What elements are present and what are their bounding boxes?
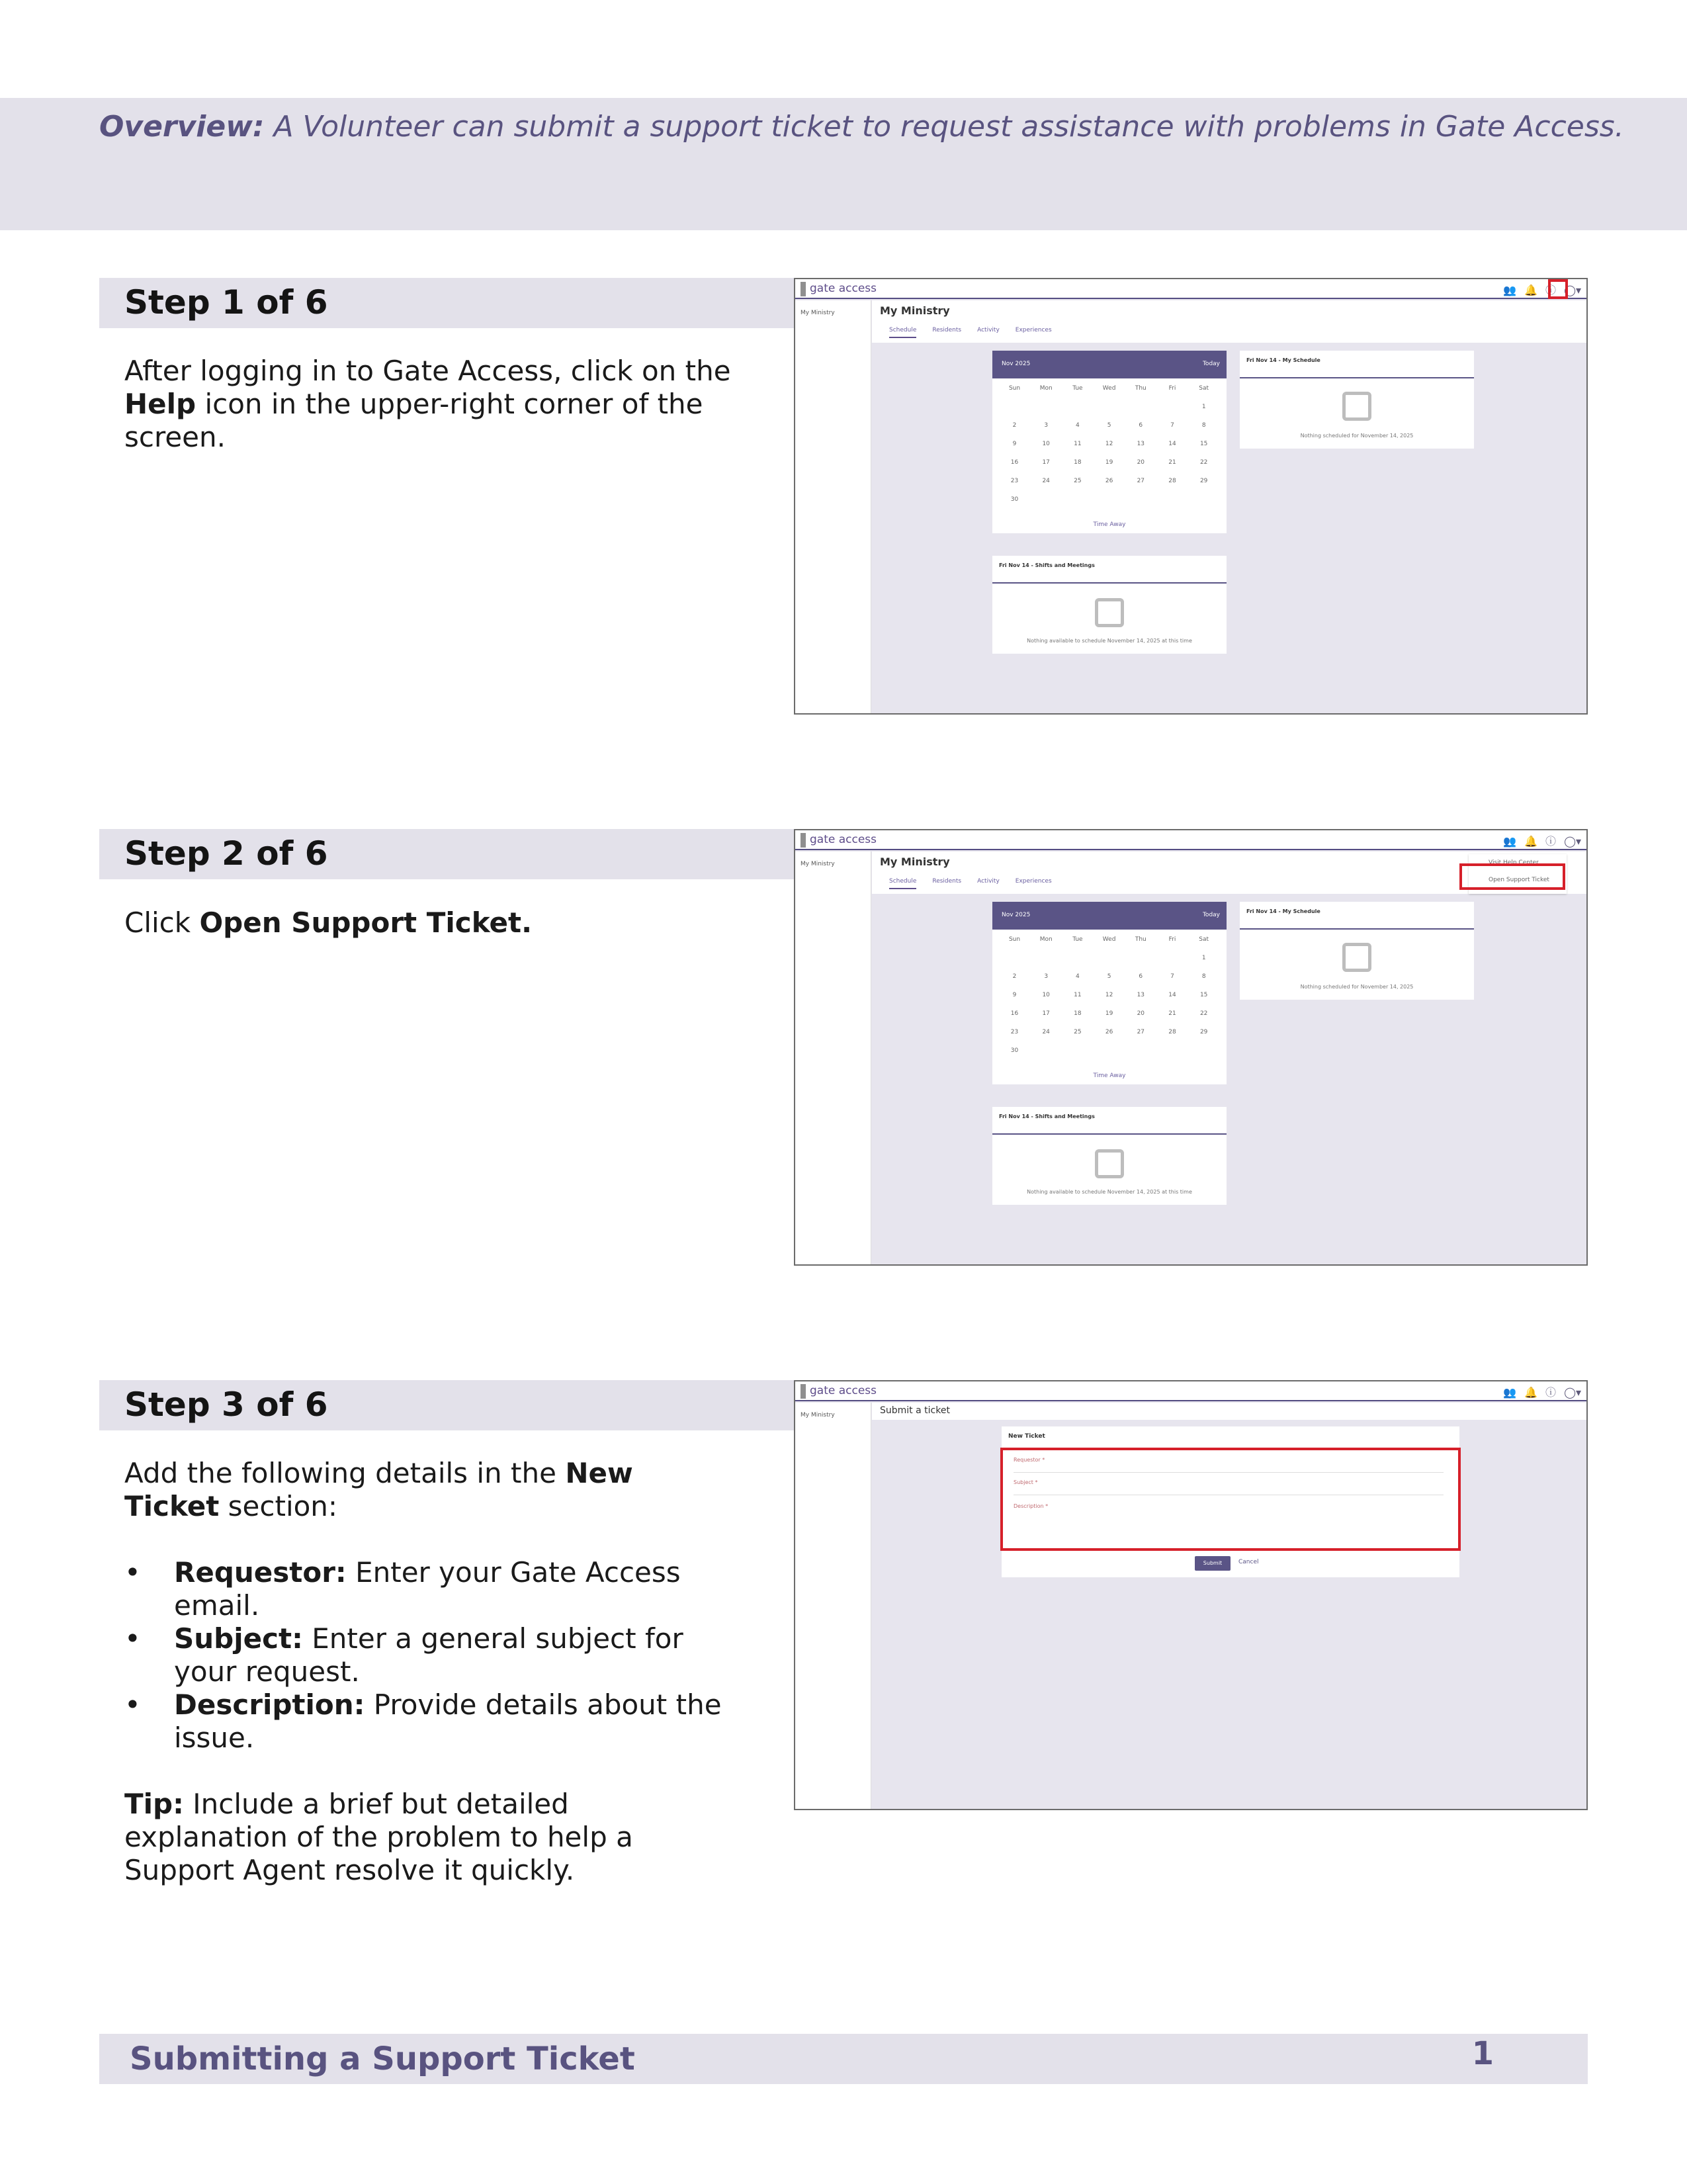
calendar-day[interactable]: 19 [1105,459,1113,466]
tab-residents[interactable]: Residents [932,327,962,333]
app-topbar [795,830,1586,850]
app-sidebar [795,852,871,1264]
calendar-day[interactable]: 4 [1076,422,1080,429]
calendar-day[interactable]: 1 [1201,404,1206,410]
calendar-day[interactable]: 6 [1139,973,1143,980]
my-schedule-message: Nothing scheduled for November 14, 2025 [1300,984,1414,990]
open-support-ticket-item[interactable]: Open Support Ticket [1489,877,1549,883]
app-topbar [795,1381,1586,1401]
avatar-icon[interactable]: ◯▾ [1564,1386,1581,1399]
app-topbar [795,279,1586,299]
calendar-day[interactable]: 17 [1042,459,1050,466]
calendar-day[interactable]: 8 [1201,973,1206,980]
calendar-weekday-row [999,385,1220,404]
help-highlight [1548,279,1568,299]
calendar-day[interactable]: 14 [1168,992,1176,998]
calendar-grid [999,936,1220,1066]
calendar-day[interactable]: 3 [1044,422,1049,429]
logo-icon [800,833,806,848]
overview-text: Overview: A Volunteer can submit a support ticket to request assistance with problems in Gate Access. [99,110,1624,144]
app-brand: gate access [810,282,877,295]
tab-experiences[interactable]: Experiences [1015,878,1052,885]
calendar-week-row [999,973,1220,992]
shifts-card [992,1107,1227,1205]
time-away-link[interactable]: Time Away [1093,521,1126,528]
bell-icon[interactable]: 🔔 [1524,1386,1538,1399]
calendar-weekday-row [999,936,1220,955]
calendar-day[interactable]: 12 [1105,441,1113,447]
calendar-day[interactable]: 28 [1168,1029,1176,1035]
calendar-day[interactable]: 16 [1010,459,1019,466]
calendar-day[interactable]: 24 [1042,478,1050,484]
calendar-weekday: Mon [1039,936,1053,943]
calendar-week-row [999,955,1220,973]
calendar-day[interactable]: 20 [1137,459,1145,466]
bullet-requestor: • Requestor: Enter your Gate Access email. [124,1556,733,1622]
my-schedule-message: Nothing scheduled for November 14, 2025 [1300,433,1414,439]
shifts-title: Fri Nov 14 - Shifts and Meetings [999,562,1095,568]
calendar-day[interactable]: 13 [1137,441,1145,447]
card-divider [1240,928,1474,930]
calendar-weekday: Sat [1199,385,1209,392]
calendar-day[interactable]: 21 [1168,1010,1176,1017]
logo-icon [800,1384,806,1399]
ticket-fields-highlight [1000,1448,1461,1551]
today-button[interactable]: Today [1202,361,1220,367]
step-3-screenshot [794,1380,1588,1810]
calendar-day[interactable]: 10 [1042,992,1050,998]
tab-residents[interactable]: Residents [932,878,962,885]
shifts-message: Nothing available to schedule November 14, 2025 at this time [1027,1189,1192,1195]
users-icon[interactable]: 👥 [1503,835,1517,848]
open-support-ticket-highlight [1459,863,1565,890]
calendar-week-row [999,1010,1220,1029]
app-sidebar [795,300,871,713]
requestor-field[interactable]: Requestor * [1014,1457,1444,1473]
tab-activity[interactable]: Activity [977,878,1000,885]
topbar-icons [1495,282,1581,297]
time-away-link[interactable]: Time Away [1093,1072,1126,1079]
step-2-screenshot [794,829,1588,1266]
calendar-day[interactable]: 30 [1010,1047,1019,1054]
bullet-description: • Description: Provide details about the issue. [124,1688,733,1755]
calendar-day[interactable]: 9 [1012,992,1017,998]
step-1-heading-band [99,278,794,328]
step-1-text: After logging in to Gate Access, click on the Help icon in the upper-right corner of the screen. [124,355,731,453]
calendar-day[interactable]: 2 [1012,973,1017,980]
calendar-day[interactable]: 12 [1105,992,1113,998]
calendar-week-row [999,459,1220,478]
footer-title: Submitting a Support Ticket [130,2040,635,2077]
subject-field[interactable]: Subject * [1014,1479,1444,1495]
calendar-week-row [999,1047,1220,1066]
step-3-heading: Step 3 of 6 [124,1385,328,1424]
calendar-weekday: Tue [1072,385,1083,392]
calendar-day[interactable]: 27 [1137,478,1145,484]
calendar-day[interactable]: 5 [1107,973,1111,980]
calendar-day[interactable]: 21 [1168,459,1176,466]
bell-icon[interactable]: 🔔 [1524,284,1538,296]
calendar-day[interactable]: 23 [1010,478,1019,484]
calendar-day[interactable]: 26 [1105,1029,1113,1035]
calendar-week-row [999,1029,1220,1047]
calendar-day[interactable]: 7 [1170,422,1174,429]
calendar-day[interactable]: 28 [1168,478,1176,484]
new-ticket-title: New Ticket [1008,1433,1045,1440]
description-field[interactable]: Description * [1014,1503,1049,1509]
help-icon[interactable]: ⓘ [1545,835,1557,848]
bell-icon[interactable]: 🔔 [1524,835,1538,848]
card-divider [992,582,1227,584]
calendar-header [992,351,1227,378]
calendar-day[interactable]: 10 [1042,441,1050,447]
page-title: Submit a ticket [880,1405,950,1416]
calendar-month: Nov 2025 [1002,361,1031,367]
avatar-icon[interactable]: ◯▾ [1564,284,1581,296]
calendar-month: Nov 2025 [1002,912,1031,918]
tab-activity[interactable]: Activity [977,327,1000,333]
step-2-heading: Step 2 of 6 [124,834,328,873]
page-title: My Ministry [880,304,950,317]
my-schedule-title: Fri Nov 14 - My Schedule [1246,908,1320,914]
shifts-message: Nothing available to schedule November 14, 2025 at this time [1027,638,1192,644]
tabs [889,878,1068,889]
tab-experiences[interactable]: Experiences [1015,327,1052,333]
calendar-day[interactable]: 20 [1137,1010,1145,1017]
page-number: 1 [1471,2035,1494,2072]
users-icon[interactable]: 👥 [1503,284,1517,296]
logo-icon [800,282,806,296]
today-button[interactable]: Today [1202,912,1220,918]
calendar-day[interactable]: 3 [1044,973,1049,980]
help-icon[interactable]: ⓘ [1545,284,1557,296]
page-title: My Ministry [880,855,950,868]
step-2-text: Click Open Support Ticket. [124,906,533,939]
calendar-weekday: Fri [1168,936,1176,943]
calendar-clock-icon [1095,598,1124,627]
step-1-screenshot [794,278,1588,715]
avatar-icon[interactable]: ◯▾ [1564,835,1581,848]
calendar-weekday: Wed [1102,936,1116,943]
calendar-week-row [999,496,1220,515]
step-3-bullets [124,1556,733,1755]
calendar-day[interactable]: 15 [1199,992,1208,998]
my-schedule-title: Fri Nov 14 - My Schedule [1246,357,1320,363]
cancel-button[interactable]: Cancel [1238,1559,1259,1565]
my-schedule-card [1240,351,1474,449]
calendar-day[interactable]: 13 [1137,992,1145,998]
tab-schedule[interactable]: Schedule [889,878,916,889]
submit-button[interactable]: Submit [1195,1556,1231,1571]
footer-band [99,2034,1588,2084]
calendar-weekday: Fri [1168,385,1176,392]
app-sidebar [795,1403,871,1809]
calendar-day[interactable]: 19 [1105,1010,1113,1017]
calendar-day[interactable]: 16 [1010,1010,1019,1017]
sidebar-item-my-ministry[interactable]: My Ministry [800,1412,835,1419]
calendar-day[interactable]: 7 [1170,973,1174,980]
sidebar-item-my-ministry[interactable]: My Ministry [800,861,835,867]
calendar-week-row [999,441,1220,459]
calendar-day[interactable]: 27 [1137,1029,1145,1035]
calendar-weekday: Tue [1072,936,1083,943]
calendar-day[interactable]: 25 [1074,1029,1082,1035]
users-icon[interactable]: 👥 [1503,1386,1517,1399]
shifts-title: Fri Nov 14 - Shifts and Meetings [999,1114,1095,1119]
sidebar-item-my-ministry[interactable]: My Ministry [800,310,835,316]
page-header [872,300,1586,343]
calendar-day[interactable]: 22 [1199,459,1208,466]
step-2-heading-band [99,829,794,879]
calendar-day[interactable]: 30 [1010,496,1019,503]
app-brand: gate access [810,833,877,846]
calendar-day[interactable]: 26 [1105,478,1113,484]
calendar-day[interactable]: 1 [1201,955,1206,961]
calendar-day[interactable]: 29 [1199,1029,1208,1035]
app-brand: gate access [810,1384,877,1397]
calendar-day[interactable]: 5 [1107,422,1111,429]
tab-schedule[interactable]: Schedule [889,327,916,338]
calendar-day[interactable]: 11 [1074,441,1082,447]
calendar-day[interactable]: 18 [1074,1010,1082,1017]
step-3-tip: Tip: Include a brief but detailed explanation of the problem to help a Support Agent resolve it quickly. [124,1788,633,1886]
calendar-weekday: Thu [1135,385,1146,392]
calendar-day[interactable]: 2 [1012,422,1017,429]
calendar [992,902,1227,1084]
calendar-day[interactable]: 4 [1076,973,1080,980]
calendar-weekday: Thu [1135,936,1146,943]
calendar-week-row [999,992,1220,1010]
calendar-weekday: Wed [1102,385,1116,392]
step-3-intro: Add the following details in the New Ticket section: [124,1457,633,1522]
calendar-week-row [999,404,1220,422]
calendar-weekday: Sun [1008,936,1021,943]
calendar-day[interactable]: 25 [1074,478,1082,484]
calendar-grid [999,385,1220,515]
page-header [872,1403,1586,1420]
card-divider [1240,377,1474,378]
visit-help-center-item[interactable]: Visit Help Center [1489,859,1539,866]
calendar-clock-icon [1095,1149,1124,1178]
calendar-header [992,902,1227,930]
tabs [889,327,1068,338]
step-3-text [124,1457,733,1887]
bullet-subject: • Subject: Enter a general subject for your request. [124,1622,733,1688]
calendar-icon [1342,392,1371,421]
calendar [992,351,1227,533]
calendar-day[interactable]: 18 [1074,459,1082,466]
calendar-day[interactable]: 22 [1199,1010,1208,1017]
calendar-day[interactable]: 8 [1201,422,1206,429]
calendar-weekday: Mon [1039,385,1053,392]
topbar-icons [1495,1384,1581,1399]
calendar-weekday: Sun [1008,385,1021,392]
calendar-week-row [999,422,1220,441]
calendar-day[interactable]: 6 [1139,422,1143,429]
calendar-weekday: Sat [1199,936,1209,943]
calendar-day[interactable]: 23 [1010,1029,1019,1035]
shifts-card [992,556,1227,654]
calendar-day[interactable]: 17 [1042,1010,1050,1017]
calendar-week-row [999,478,1220,496]
calendar-day[interactable]: 14 [1168,441,1176,447]
calendar-day[interactable]: 11 [1074,992,1082,998]
calendar-icon [1342,943,1371,972]
calendar-day[interactable]: 24 [1042,1029,1050,1035]
step-1-heading: Step 1 of 6 [124,283,328,322]
my-schedule-card [1240,902,1474,1000]
calendar-day[interactable]: 9 [1012,441,1017,447]
calendar-day[interactable]: 29 [1199,478,1208,484]
topbar-icons [1495,833,1581,848]
card-divider [992,1133,1227,1135]
help-icon[interactable]: ⓘ [1545,1386,1557,1399]
step-3-heading-band [99,1380,794,1430]
calendar-day[interactable]: 15 [1199,441,1208,447]
